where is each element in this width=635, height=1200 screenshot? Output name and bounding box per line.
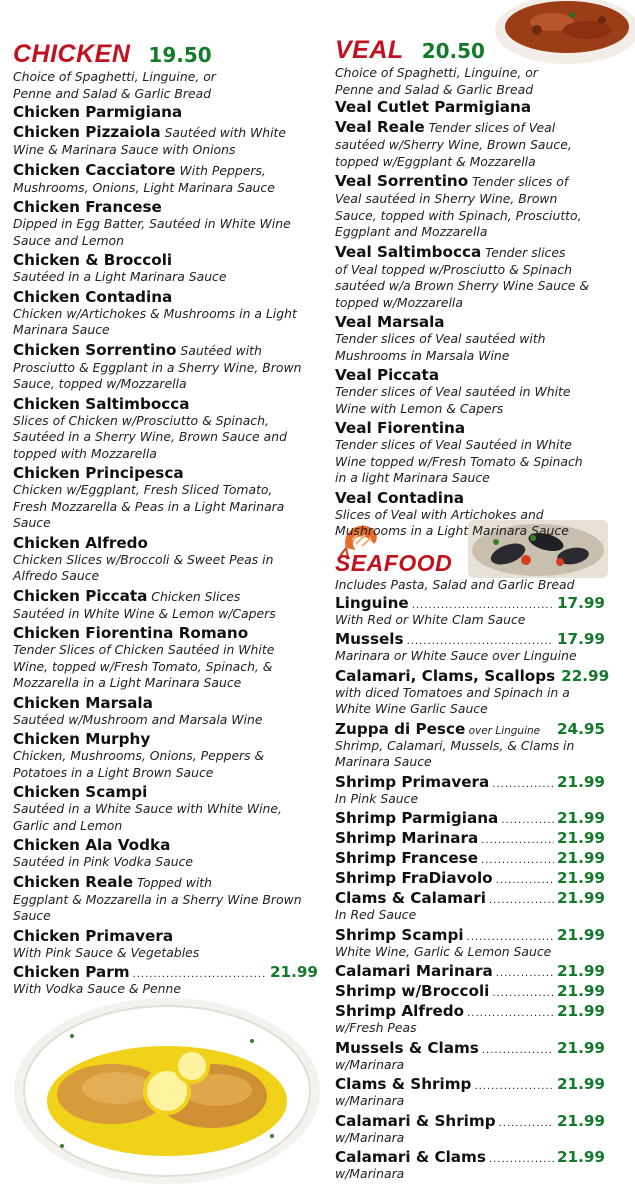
seafood-item [335, 1039, 605, 1074]
veal-item-desc: Slices of Veal with Artichokes and Mushrooms in a Light Marinara Sauce [335, 506, 569, 538]
seafood-item-name: Clams & Calamari [335, 889, 486, 907]
veal-item-name: Veal Marsala [335, 313, 445, 331]
veal-item-name: Veal Piccata [335, 366, 440, 384]
chicken-item [13, 624, 318, 692]
seafood-item-name: Shrimp Marinara [335, 829, 479, 847]
seafood-item-note: over Linguine [465, 724, 541, 737]
seafood-item [335, 630, 605, 665]
veal-item-desc: Tender slices of Veal sautéed in White Wine with Lemon & Capers [335, 384, 571, 416]
seafood-item [335, 1112, 605, 1147]
chicken-item [13, 395, 318, 463]
seafood-item-row [335, 1148, 605, 1166]
seafood-item-name: Mussels & Clams [335, 1038, 479, 1057]
seafood-item-desc: w/Marinara [335, 1129, 405, 1145]
chicken-francese-photo [12, 996, 322, 1186]
seafood-item-price: 21.99 [556, 869, 605, 887]
chicken-header [13, 40, 318, 69]
chicken-item-name: Chicken Saltimbocca [13, 394, 190, 413]
seafood-section [335, 550, 610, 1183]
veal-item-inline-desc: Tender slices of Veal [424, 120, 556, 135]
chicken-item [13, 694, 318, 729]
seafood-intro: Includes Pasta, Salad and Garlic Bread [335, 577, 575, 592]
chicken-item [13, 534, 318, 585]
chicken-item-name: Chicken Cacciatore With Peppers, [13, 160, 266, 179]
seafood-title: SEAFOOD [335, 550, 453, 576]
veal-item-inline-desc: Tender slices [481, 244, 566, 260]
veal-item [335, 172, 630, 241]
seafood-item [335, 809, 605, 827]
seafood-list [335, 593, 610, 1183]
chicken-item-inline-desc: Sautéed with [176, 342, 262, 358]
chicken-item-name: Chicken Scampi [13, 783, 148, 801]
seafood-item-row [335, 869, 605, 887]
seafood-item-desc: In Pink Sauce [335, 790, 419, 806]
seafood-item-row [335, 962, 605, 980]
chicken-section [13, 40, 318, 998]
seafood-item-price: 21.99 [556, 889, 605, 907]
seafood-item [335, 982, 605, 1000]
veal-item-desc: Tender slices of Veal sautéed with Mushrooms in Marsala Wine [335, 331, 546, 363]
leader-dots [501, 815, 554, 826]
seafood-item-price: 17.99 [556, 630, 605, 648]
chicken-parm-item [13, 963, 318, 998]
chicken-item-desc: Sautéed in White Wine & Lemon w/Capers [13, 605, 276, 621]
chicken-price: 19.50 [148, 43, 212, 67]
veal-item-desc: of Veal topped w/Prosciutto & Spinach sautéed w/a Brown Sherry Wine Sauce & topped w/Mozzarella [335, 261, 590, 310]
seafood-item [335, 926, 605, 961]
chicken-item-name: Chicken Marsala [13, 693, 153, 712]
veal-item-name: Veal Reale Tender slices of Veal [335, 118, 556, 136]
chicken-item-desc: Chicken w/Artichokes & Mushrooms in a Light Marinara Sauce [13, 305, 297, 337]
veal-item-desc: Veal sautéed in Sherry Wine, Brown Sauce, topped with Spinach, Prosciutto, Eggplant and Mozzarella [335, 191, 582, 239]
leader-dots [489, 895, 554, 906]
seafood-item-row [335, 1112, 605, 1130]
seafood-item-row [335, 889, 605, 907]
chicken-item [13, 730, 318, 781]
veal-section [335, 36, 630, 540]
seafood-item-name: Shrimp Alfredo [335, 1002, 465, 1020]
chicken-item [13, 873, 318, 925]
chicken-item-name: Chicken Pizzaiola Sautéed with White [13, 123, 287, 141]
seafood-item-name: Shrimp Francese [335, 849, 479, 867]
veal-list [335, 98, 630, 540]
veal-item-name: Veal Cutlet Parmigiana [335, 98, 532, 116]
seafood-item-row [335, 594, 605, 612]
seafood-item [335, 720, 605, 771]
veal-item-name: Veal Saltimbocca Tender slices [335, 242, 566, 261]
seafood-item-name: Zuppa di Pesce [335, 719, 466, 738]
leader-dots [496, 875, 554, 886]
leader-dots [133, 969, 267, 980]
veal-item [335, 366, 630, 417]
seafood-item-row [335, 809, 605, 827]
chicken-item-inline-desc: Topped with [133, 874, 213, 890]
seafood-item [335, 1148, 605, 1183]
veal-item-desc: Tender slices of Veal Sautéed in White Wine topped w/Fresh Tomato & Spinach in a light Marinara Sauce [335, 437, 583, 485]
leader-dots [467, 932, 554, 943]
chicken-item-name: Chicken Piccata Chicken Slices [13, 586, 241, 605]
seafood-item-name: Calamari & Clams [335, 1148, 486, 1166]
seafood-item-price: 24.95 [556, 719, 605, 738]
chicken-item-desc: With Pink Sauce & Vegetables [13, 944, 200, 960]
seafood-item-price: 22.99 [561, 666, 610, 685]
veal-item-name: Veal Fiorentina [335, 419, 466, 437]
chicken-item-desc: Tender Slices of Chicken Sautéed in White Wine, topped w/Fresh Tomato, Spinach, & Mozzarella in a Light Marinara Sauce [13, 642, 275, 690]
chicken-item-desc: Wine & Marinara Sauce with Onions [13, 142, 236, 157]
veal-item [335, 313, 630, 364]
seafood-item-desc: In Red Sauce [335, 907, 417, 922]
seafood-item-name: Shrimp w/Broccoli [335, 982, 490, 1000]
chicken-parm-name: Chicken Parm [13, 963, 130, 981]
chicken-item-desc: Sautéed in a Light Marinara Sauce [13, 269, 227, 284]
seafood-item-price: 21.99 [556, 1002, 605, 1020]
chicken-item-desc: Sautéed w/Mushroom and Marsala Wine [13, 711, 263, 727]
seafood-item [335, 849, 605, 867]
chicken-item [13, 783, 318, 834]
seafood-item-desc: w/Marinara [335, 1056, 405, 1072]
chicken-item-name: Chicken & Broccoli [13, 251, 173, 269]
chicken-item [13, 161, 318, 197]
seafood-item-desc: Shrimp, Calamari, Mussels, & Clams in Marinara Sauce [335, 737, 575, 769]
seafood-item-row [335, 829, 605, 847]
veal-intro: Choice of Spaghetti, Linguine, or Penne and Salad & Garlic Bread [335, 65, 538, 97]
chicken-item-inline-desc: Chicken Slices [147, 588, 241, 604]
chicken-item-name: Chicken Principesca [13, 464, 184, 482]
chicken-item-name: Chicken Primavera [13, 926, 174, 945]
chicken-item-name: Chicken Sorrentino Sautéed with [13, 340, 262, 359]
veal-price: 20.50 [421, 39, 485, 63]
leader-dots [412, 600, 554, 611]
seafood-item-price: 21.99 [556, 1038, 605, 1057]
seafood-item-row [335, 666, 610, 685]
seafood-item-name: Shrimp Scampi [335, 925, 464, 944]
veal-header [335, 36, 630, 65]
seafood-item-name: Calamari & Shrimp [335, 1111, 496, 1130]
seafood-item-name: Shrimp Primavera [335, 772, 490, 791]
chicken-item [13, 927, 318, 962]
chicken-item-name: Chicken Murphy [13, 730, 151, 748]
seafood-item [335, 829, 605, 847]
seafood-item-name: Clams & Shrimp [335, 1075, 472, 1093]
seafood-item-price: 21.99 [556, 829, 605, 847]
chicken-item-desc: Prosciutto & Eggplant in a Sherry Wine, Brown Sauce, topped w/Mozzarella [13, 359, 302, 391]
chicken-item-inline-desc: Sautéed with White [160, 125, 287, 140]
seafood-item-row [335, 720, 605, 738]
leader-dots [482, 1045, 554, 1056]
leader-dots [499, 1118, 554, 1129]
seafood-item-row [335, 1002, 605, 1020]
seafood-item-price: 21.99 [556, 849, 605, 867]
veal-item [335, 98, 630, 116]
veal-item [335, 489, 630, 540]
chicken-intro: Choice of Spaghetti, Linguine, or Penne and Salad & Garlic Bread [13, 69, 216, 101]
chicken-item [13, 123, 318, 159]
seafood-item [335, 889, 605, 924]
seafood-item-desc: with diced Tomatoes and Spinach in a White Wine Garlic Sauce [335, 684, 570, 716]
chicken-item-desc: Dipped in Egg Batter, Sautéed in White Wine Sauce and Lemon [13, 216, 291, 248]
seafood-item [335, 1075, 605, 1110]
seafood-item-name: Mussels [335, 630, 404, 648]
chicken-parm-price: 21.99 [269, 963, 318, 981]
seafood-item-row [335, 630, 605, 648]
seafood-item-row [335, 926, 605, 944]
seafood-item [335, 666, 610, 718]
chicken-item [13, 288, 318, 339]
seafood-item-price: 17.99 [556, 593, 605, 612]
chicken-item-desc: Slices of Chicken w/Prosciutto & Spinach, Sautéed in a Sherry Wine, Brown Sauce and topped with Mozzarella [13, 412, 287, 461]
seafood-item [335, 594, 605, 629]
seafood-item [335, 1002, 605, 1037]
chicken-item-name: Chicken Reale Topped with [13, 872, 213, 891]
chicken-item [13, 251, 318, 286]
chicken-item [13, 464, 318, 532]
seafood-item-row [335, 982, 605, 1000]
seafood-item-price: 21.99 [556, 809, 605, 827]
chicken-item [13, 836, 318, 871]
leader-dots [481, 855, 554, 866]
seafood-item-name: Linguine [335, 593, 409, 612]
veal-item-name: Veal Contadina [335, 488, 465, 507]
chicken-item-name: Chicken Fiorentina Romano [13, 624, 249, 642]
chicken-list [13, 103, 318, 961]
seafood-item-desc: Marinara or White Sauce over Linguine [335, 648, 577, 663]
seafood-item-price: 21.99 [556, 982, 605, 1000]
seafood-item-price: 21.99 [556, 925, 605, 944]
leader-dots [407, 636, 554, 647]
seafood-item-name: Shrimp FraDiavolo [335, 869, 493, 887]
leader-dots [496, 968, 554, 979]
chicken-item-desc: Chicken w/Eggplant, Fresh Sliced Tomato, Fresh Mozzarella & Peas in a Light Marinara Sauce [13, 482, 285, 530]
seafood-item-desc: w/Marinara [335, 1093, 405, 1108]
seafood-item [335, 773, 605, 808]
leader-dots [492, 779, 554, 790]
chicken-item [13, 103, 318, 121]
leader-dots [489, 1154, 554, 1165]
seafood-item-name: Calamari Marinara [335, 962, 493, 980]
seafood-item-desc: w/Marinara [335, 1166, 405, 1181]
chicken-item [13, 341, 318, 393]
leader-dots [467, 1008, 554, 1019]
veal-item [335, 243, 630, 312]
leader-dots [492, 988, 554, 999]
chicken-item [13, 587, 318, 623]
chicken-item-desc: Eggplant & Mozzarella in a Sherry Wine Brown Sauce [13, 891, 302, 923]
chicken-title: CHICKEN [13, 40, 131, 68]
chicken-item-desc: Chicken Slices w/Broccoli & Sweet Peas in Alfredo Sauce [13, 551, 274, 583]
chicken-parm-desc: With Vodka Sauce & Penne [13, 981, 181, 996]
veal-item-inline-desc: Tender slices of [468, 174, 569, 189]
seafood-item [335, 962, 605, 980]
seafood-item-price: 21.99 [556, 962, 605, 980]
seafood-item-row [335, 849, 605, 867]
chicken-item-desc: Mushrooms, Onions, Light Marinara Sauce [13, 179, 275, 195]
chicken-item-name: Chicken Alfredo [13, 533, 148, 552]
seafood-item-price: 21.99 [556, 772, 605, 791]
chicken-item-name: Chicken Francese [13, 198, 162, 216]
leader-dots [474, 1081, 554, 1092]
seafood-item [335, 869, 605, 887]
veal-item-desc: sautéed w/Sherry Wine, Brown Sauce, topped w/Eggplant & Mozzarella [335, 137, 572, 169]
veal-item [335, 118, 630, 170]
seafood-item-desc: White Wine, Garlic & Lemon Sauce [335, 943, 552, 959]
seafood-item-name: Calamari, Clams, Scallops [335, 666, 556, 685]
chicken-item-name: Chicken Parmigiana [13, 103, 183, 121]
veal-item-name: Veal Sorrentino Tender slices of [335, 172, 569, 190]
chicken-item-desc: Sautéed in Pink Vodka Sauce [13, 854, 193, 869]
seafood-item-price: 21.99 [556, 1111, 605, 1130]
chicken-item-desc: Chicken, Mushrooms, Onions, Peppers & Potatoes in a Light Brown Sauce [13, 748, 265, 780]
seafood-item-desc: With Red or White Clam Sauce [335, 611, 526, 627]
chicken-item-name: Chicken Contadina [13, 287, 173, 306]
seafood-item-row [335, 1039, 605, 1057]
veal-title: VEAL [335, 36, 404, 64]
seafood-item-price: 21.99 [556, 1075, 605, 1093]
chicken-item-inline-desc: With Peppers, [175, 162, 266, 178]
seafood-item-row [335, 1075, 605, 1093]
seafood-item-price: 21.99 [556, 1148, 605, 1166]
chicken-item [13, 198, 318, 249]
chicken-item-desc: Sautéed in a White Sauce with White Wine, Garlic and Lemon [13, 801, 282, 833]
seafood-item-row [335, 773, 605, 791]
chicken-item-name: Chicken Ala Vodka [13, 836, 171, 854]
seafood-item-desc: w/Fresh Peas [335, 1020, 417, 1035]
right-column [335, 36, 630, 1181]
leader-dots [481, 835, 554, 846]
veal-item [335, 419, 630, 487]
seafood-item-name: Shrimp Parmigiana [335, 809, 499, 827]
